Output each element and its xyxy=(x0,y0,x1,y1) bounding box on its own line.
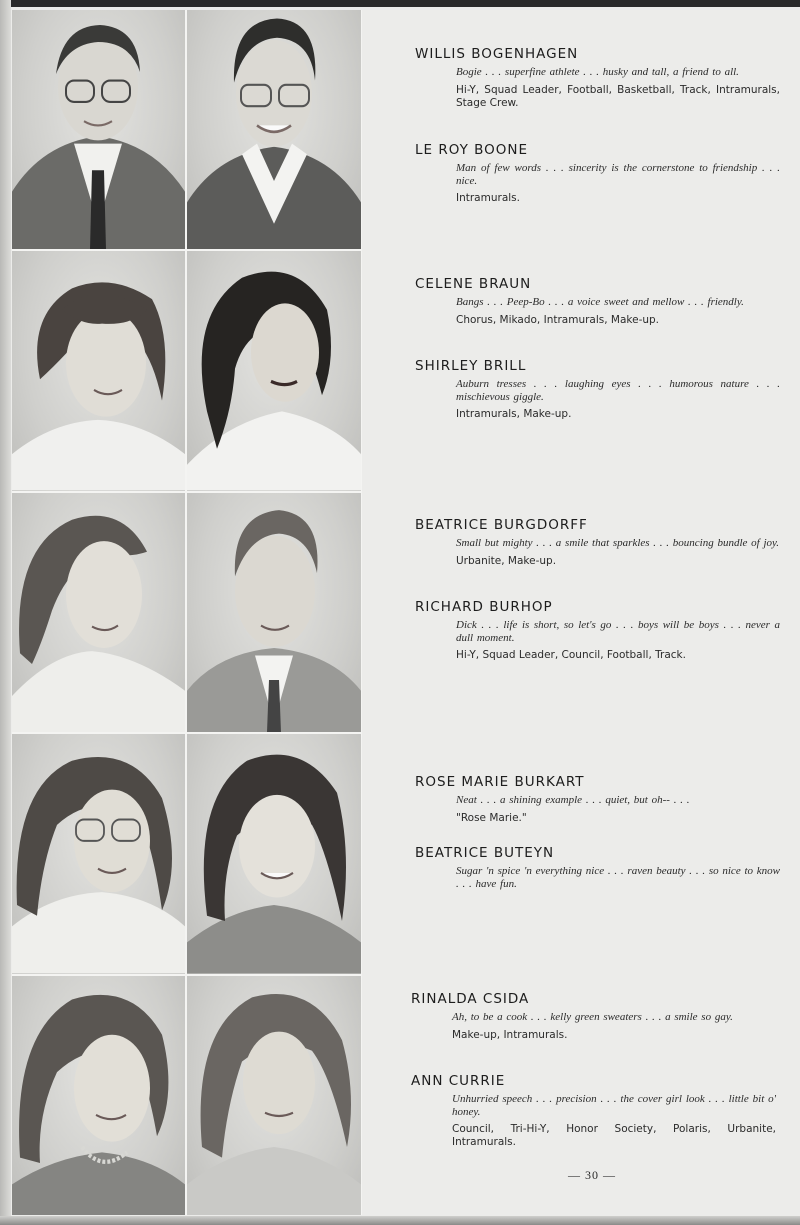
student-activities: "Rose Marie." xyxy=(456,811,527,824)
student-activities: Hi-Y, Squad Leader, Council, Football, Track. xyxy=(456,649,686,661)
student-quote: Bangs . . . Peep-Bo . . . a voice sweet and mellow . . . friendly. xyxy=(456,296,744,308)
student-activities: Intramurals. xyxy=(456,192,520,204)
portrait-rose-marie-burkart xyxy=(12,734,185,973)
page-top-edge xyxy=(0,0,800,7)
student-name: BEATRICE BURGDORFF xyxy=(415,517,588,533)
student-quote: Small but mighty . . . a smile that sparkles . . . bouncing bundle of joy. xyxy=(456,537,780,549)
portrait-willis-bogenhagen xyxy=(12,10,185,249)
entry-rinalda-csida xyxy=(401,991,776,1042)
entry-richard-burhop xyxy=(405,599,780,662)
student-name: ANN CURRIE xyxy=(411,1073,506,1089)
student-quote: Unhurried speech . . . precision . . . the cover girl look . . . little bit o' honey. xyxy=(452,1093,776,1118)
portrait-rinalda-csida xyxy=(12,976,185,1215)
portrait-shirley-brill xyxy=(187,251,361,490)
student-quote: Neat . . . a shining example . . . quiet, but oh-- . . . xyxy=(456,794,690,806)
student-quote: Man of few words . . . sincerity is the cornerstone to friendship . . . nice. xyxy=(456,162,780,187)
entry-celene-braun xyxy=(405,276,780,327)
portrait-ann-currie xyxy=(187,976,361,1215)
entry-shirley-brill xyxy=(405,358,780,421)
page-number: — 30 — xyxy=(568,1168,616,1182)
student-name: CELENE BRAUN xyxy=(415,276,532,292)
entry-beatrice-buteyn xyxy=(405,845,780,895)
portrait-richard-burhop xyxy=(187,493,361,732)
portrait-grid xyxy=(12,10,362,1215)
entry-beatrice-burgdorff xyxy=(405,517,780,568)
portrait-beatrice-burgdorff xyxy=(12,493,185,732)
portrait-celene-braun xyxy=(12,251,185,490)
student-activities: Make-up, Intramurals. xyxy=(452,1028,568,1041)
entry-willis-bogenhagen xyxy=(405,46,780,110)
student-quote: Auburn tresses . . . laughing eyes . . . humorous nature . . . mischievous giggle. xyxy=(456,378,780,403)
student-activities: Urbanite, Make-up. xyxy=(456,554,557,567)
student-name: RINALDA CSIDA xyxy=(411,991,530,1007)
student-activities: Hi-Y, Squad Leader, Football, Basketball, Track, Intramurals, Stage Crew. xyxy=(456,83,780,109)
page-binding-edge xyxy=(0,0,11,1225)
student-quote: Ah, to be a cook . . . kelly green sweaters . . . a smile so gay. xyxy=(452,1011,733,1023)
student-activities: Council, Tri-Hi-Y, Honor Society, Polaris, Urbanite, Intramurals. xyxy=(452,1123,776,1148)
student-name: SHIRLEY BRILL xyxy=(415,358,527,374)
student-name: WILLIS BOGENHAGEN xyxy=(415,46,579,62)
page-bottom-edge xyxy=(0,1216,800,1225)
portrait-le-roy-boone xyxy=(187,10,361,249)
student-activities: Intramurals, Make-up. xyxy=(456,408,572,420)
student-name: BEATRICE BUTEYN xyxy=(415,845,555,861)
student-quote: Sugar 'n spice 'n everything nice . . . raven beauty . . . so nice to know . . . have fun. xyxy=(456,865,780,890)
student-name: ROSE MARIE BURKART xyxy=(415,774,585,790)
entry-ann-currie xyxy=(401,1073,776,1149)
student-activities: Chorus, Mikado, Intramurals, Make-up. xyxy=(456,313,660,326)
student-name: LE ROY BOONE xyxy=(415,142,529,158)
portrait-beatrice-buteyn xyxy=(187,734,361,973)
entry-le-roy-boone xyxy=(405,142,780,205)
student-quote: Bogie . . . superfine athlete . . . husky and tall, a friend to all. xyxy=(456,66,739,78)
student-quote: Dick . . . life is short, so let's go . . . boys will be boys . . . never a dull moment. xyxy=(456,619,780,644)
student-name: RICHARD BURHOP xyxy=(415,599,553,615)
entry-rose-marie-burkart xyxy=(405,774,780,825)
